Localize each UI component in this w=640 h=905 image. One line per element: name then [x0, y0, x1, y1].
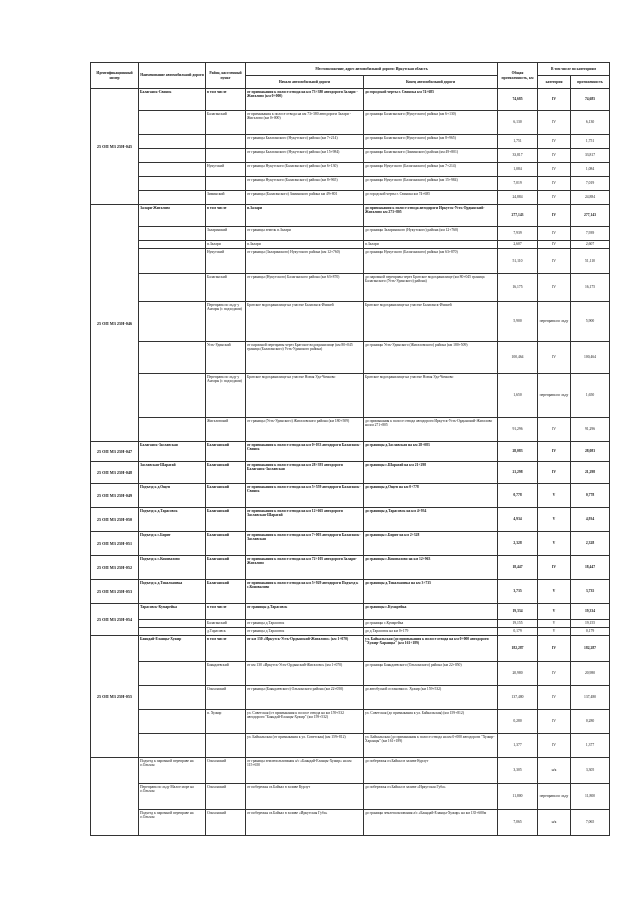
total-length: 28,083 [498, 442, 538, 462]
header-name: Наименование автомобильной дороги [139, 63, 206, 89]
table-row [91, 662, 610, 686]
table-row [91, 734, 610, 758]
road-name: Балаганск-Заславская [139, 442, 206, 462]
category-length: 24,884 [571, 191, 610, 205]
total-length: 5,900 [498, 302, 538, 342]
road-name: Балаганск-Свинск [139, 89, 206, 111]
start-point: от км 130 «Иркутск-Усть-Ордынский-Жигалово» (км 1+070) [246, 636, 364, 662]
total-length: 19,334 [498, 604, 538, 620]
road-name: Подъезд к с.Бирит [139, 532, 206, 556]
end-point: п.Залари [364, 241, 498, 249]
total-length: 3,735 [498, 580, 538, 604]
road-id: 25 ОП МЗ 25Н-053 [91, 580, 139, 604]
start-point: от примыкания к полосе отвода на км 28+393 автодороги Балаганск-Заславская [246, 462, 364, 484]
category-length: 19,155 [571, 620, 610, 628]
header-category: категория [538, 76, 571, 89]
total-length: 74,685 [498, 89, 538, 111]
district: в том числе [206, 636, 246, 662]
table-row [91, 532, 610, 556]
road-name: Залари-Жигалово [139, 205, 206, 227]
total-length: 7,065 [498, 810, 538, 836]
end-point: до границы д.Заславская на км 28+083 [364, 442, 498, 462]
total-length: 91,296 [498, 418, 538, 442]
road-id: 25 ОП МЗ 25Н-048 [91, 462, 139, 484]
table-body [91, 89, 610, 836]
category-length: 0,280 [571, 710, 610, 734]
start-point: Братское водохранилище на участке Новая Уда-Чичково [246, 374, 364, 418]
category: V [538, 508, 571, 532]
category: V [538, 628, 571, 636]
district: в том числе [206, 604, 246, 620]
start-point: от паромной переправы через Братское водохранилище (км 80+045 граница (Балаганского) Усть-Удинского района) [246, 342, 364, 374]
end-point: ул. Байкальская (до примыкания к полосе отвода на км 0+000 автодороги "Хужир-Харанцы" (км 161+189) [364, 636, 498, 662]
start-point: от границы (Заларинского) Нукутского района (км 12+760) [246, 249, 364, 274]
district: Ольхонский [206, 810, 246, 836]
start-point: от примыкания к полосе отвода на км 72+105 автодороги Залари-Жигалово [246, 556, 364, 580]
road-name: Подъезд к д.Тарасовск [139, 508, 206, 532]
total-length: 4,934 [498, 508, 538, 532]
end-point: Братское водохранилище на участке Балаганск-Ичикей [364, 302, 498, 342]
table-row [91, 758, 610, 784]
district: в том числе [206, 89, 246, 111]
end-point: до побережья оз.Байкал в заливе «Иркутская Губа» [364, 784, 498, 810]
road-id: 25 ОП МЗ 25Н-049 [91, 484, 139, 508]
category: IV [538, 274, 571, 302]
category: IV [538, 418, 571, 442]
table-row [91, 163, 610, 177]
category: IV [538, 662, 571, 686]
total-length: 100,464 [498, 342, 538, 374]
district: Балаганский [206, 580, 246, 604]
category: V [538, 620, 571, 628]
table-row [91, 442, 610, 462]
category-length: 11,800 [571, 784, 610, 810]
category-length: 3,735 [571, 580, 610, 604]
start-point: от границы д.Тарасовск [246, 620, 364, 628]
end-point: до границы Усть-Удинского (Жигаловского) района (км 180+509) [364, 342, 498, 374]
road-name [139, 628, 206, 636]
road-name: Заславская-Шарагай [139, 462, 206, 484]
category-length: 1,377 [571, 734, 610, 758]
end-point: до побережья оз.Байкал в заливе Курлут [364, 758, 498, 784]
end-point: ул. Байкальская (до примыкания к полосе отвода на км 0+000 автодороги "Хужир-Харанцы" (км 161+189) [364, 734, 498, 758]
total-length: 6,130 [498, 111, 538, 135]
road-name [139, 111, 206, 135]
end-point: до границы Балаганского (Зиминского) района (км 49+801) [364, 149, 498, 163]
category: IV [538, 241, 571, 249]
end-point: до границы Нукутского (Балаганского) района (км 15+984) [364, 177, 498, 191]
end-point: до границы Баяндаевского (Ольхонского) района (км 22+050) [364, 662, 498, 686]
table-row [91, 135, 610, 149]
total-length: 0,778 [498, 484, 538, 508]
road-name [139, 227, 206, 241]
end-point: до границы с.Бирит на км 2+328 [364, 532, 498, 556]
road-name: Подъезд к с.Коновалово [139, 556, 206, 580]
category-length: 21,298 [571, 462, 610, 484]
header-end: Конец автомобильной дороги [364, 76, 498, 89]
end-point: до границы с.Кумарейка [364, 604, 498, 620]
road-id: 25 ОП МЗ 25Н-050 [91, 508, 139, 532]
start-point: от границы Балаганского (Нукутского) района (км 15+984) [246, 149, 364, 163]
road-id: 25 ОП МЗ 25Н-047 [91, 442, 139, 462]
total-length: 21,298 [498, 462, 538, 484]
category-length: 6,130 [571, 111, 610, 135]
category-length: 1,650 [571, 374, 610, 418]
end-point: до паромной переправы через Братское водохранилище (км 80+045 граница Балаганского (Усть-Удинского) района) [364, 274, 498, 302]
category: V [538, 484, 571, 508]
road-name [139, 686, 206, 710]
end-point: до д.Тарасовск на км 0+179 [364, 628, 498, 636]
total-length: 33,817 [498, 149, 538, 163]
end-point: до границы Балаганского (Нукутского) района (км 6+130) [364, 111, 498, 135]
district [206, 734, 246, 758]
total-length: 11,800 [498, 784, 538, 810]
total-length: 182,287 [498, 636, 538, 662]
road-name: Подъезд к паромной переправе на о.Ольхон [139, 810, 206, 836]
road-name [139, 620, 206, 628]
category: IV [538, 227, 571, 241]
total-length: 0,280 [498, 710, 538, 734]
district: Балаганский [206, 532, 246, 556]
district: Нукутский [206, 163, 246, 177]
road-id [91, 758, 139, 836]
category-length: 33,817 [571, 149, 610, 163]
start-point: от границы д.Тарасовск [246, 628, 364, 636]
category-length: 28,083 [571, 442, 610, 462]
district: Жигаловский [206, 418, 246, 442]
category-length: 100,464 [571, 342, 610, 374]
category: переправа по льду [538, 302, 571, 342]
road-id: 25 ОП МЗ 25Н-045 [91, 89, 139, 205]
district: Балаганский [206, 111, 246, 135]
end-point: до границы д.Тарасовск на км 4+934 [364, 508, 498, 532]
road-name: Подъезд к д.Ощеп [139, 484, 206, 508]
category-length: 7,019 [571, 177, 610, 191]
category: IV [538, 111, 571, 135]
category: IV [538, 462, 571, 484]
start-point: от границы земель п.Залари [246, 227, 364, 241]
start-point: от км 130 «Иркутск-Усть-Ордынский-Жигалово» (км 1+070) [246, 662, 364, 686]
total-length: 51,110 [498, 249, 538, 274]
total-length: 24,884 [498, 191, 538, 205]
total-length: 3,305 [498, 758, 538, 784]
category: IV [538, 734, 571, 758]
category: IV [538, 163, 571, 177]
category-length: 137,480 [571, 686, 610, 710]
end-point: до границы Нукутского (Балаганского) района (км 7+214) [364, 163, 498, 177]
category-length: 1,751 [571, 135, 610, 149]
table-row [91, 191, 610, 205]
table-row [91, 784, 610, 810]
header-district: Район, населенный пункт [206, 63, 246, 89]
table-row [91, 342, 610, 374]
district: д.Тарасовск [206, 628, 246, 636]
header-cat-length: протяженность [571, 76, 610, 89]
district: п. Хужир [206, 710, 246, 734]
district: Балаганский [206, 620, 246, 628]
road-name: Подъезд к паромной переправе на о.Ольхон [139, 758, 206, 784]
road-name [139, 241, 206, 249]
total-length: 137,480 [498, 686, 538, 710]
category-length: 182,287 [571, 636, 610, 662]
district: п.Залари [206, 241, 246, 249]
table-row [91, 241, 610, 249]
end-point: до границы с.Кумарейка [364, 620, 498, 628]
table-row [91, 710, 610, 734]
district: Балаганский [206, 462, 246, 484]
table-row [91, 374, 610, 418]
table-row [91, 484, 610, 508]
end-point: до границы с.Шарагай на км 21+298 [364, 462, 498, 484]
table-row [91, 810, 610, 836]
category-length: 4,934 [571, 508, 610, 532]
road-register-table [90, 62, 610, 836]
category: V [538, 580, 571, 604]
total-length: 1,650 [498, 374, 538, 418]
road-name [139, 734, 206, 758]
total-length: 1,084 [498, 163, 538, 177]
table-row [91, 604, 610, 620]
end-point: до автобусной остановки п. Хужир (км 159+532) [364, 686, 498, 710]
category: IV [538, 686, 571, 710]
road-name [139, 249, 206, 274]
road-id: 25 ОП МЗ 25Н-052 [91, 556, 139, 580]
start-point: п.Залари [246, 205, 364, 227]
category-length: 7,065 [571, 810, 610, 836]
total-length: 2,607 [498, 241, 538, 249]
total-length: 18,447 [498, 556, 538, 580]
start-point: ул. Байкальская (от примыкания к ул. Советская) (км 159+812) [246, 734, 364, 758]
district: Баяндаевский [206, 662, 246, 686]
table-row [91, 556, 610, 580]
road-id: 25 ОП МЗ 25Н-054 [91, 604, 139, 636]
end-point: до примыкания к полосе отвода автодороги Иркутск-Усть-Ордынский-Жигалово км 273+805 [364, 205, 498, 227]
table-row [91, 149, 610, 163]
total-length: 277,143 [498, 205, 538, 227]
category-length: 0,179 [571, 628, 610, 636]
category: IV [538, 205, 571, 227]
end-point: до границы Нукутского (Балаганского) района (км 63+870) [364, 249, 498, 274]
total-length: 16,175 [498, 274, 538, 302]
district [206, 177, 246, 191]
start-point: от побережья оз.Байкал в заливе «Иркутская Губа» [246, 810, 364, 836]
start-point: от примыкания к полосе отвода на км 73+380 автодороги Залари - Жигалово (км 0+000) [246, 89, 364, 111]
category: н/к [538, 810, 571, 836]
category-length: 2,328 [571, 532, 610, 556]
table-row [91, 227, 610, 241]
header-length: Общая протяженность, км [498, 63, 538, 89]
start-point: Братское водохранилище на участке Балаганск-Ичикей [246, 302, 364, 342]
start-point: от границы (Баяндаевского) Ольхонского района (км 22+050) [246, 686, 364, 710]
end-point: до границы д.Тональновка на км 3+735 [364, 580, 498, 604]
start-point: от примыкания к полосе отвода на км 73+380 автодороги Залари - Жигалово (км 0+000) [246, 111, 364, 135]
end-point: до границы Балаганского (Нукутского) района (км 8+965) [364, 135, 498, 149]
category-length: 3,305 [571, 758, 610, 784]
district: Переправа по льду у Ангары (с подходами) [206, 374, 246, 418]
category: переправа по льду [538, 374, 571, 418]
road-name [139, 177, 206, 191]
total-length: 2,328 [498, 532, 538, 556]
header-location: Местоположение, адрес автомобильной дороги: Иркутская область [246, 63, 498, 76]
road-name: Баяндай-Еланцы-Хужир [139, 636, 206, 662]
start-point: от примыкания к полосе отвода на км 5+559 автодороги Балаганск-Свинск [246, 484, 364, 508]
district: Балаганский [206, 442, 246, 462]
start-point: от примыкания к полосе отвода на км 0+033 автодороги Балаганск-Свинск [246, 442, 364, 462]
end-point: до городской черты г. Свинска км 74+685 [364, 89, 498, 111]
district: Балаганский [206, 484, 246, 508]
start-point: от границы д.Тарасовск [246, 604, 364, 620]
road-name [139, 135, 206, 149]
table-row [91, 462, 610, 484]
end-point: Братское водохранилище на участке Новая Уда-Чичково [364, 374, 498, 418]
road-name [139, 149, 206, 163]
category: IV [538, 442, 571, 462]
category-length: 0,778 [571, 484, 610, 508]
total-length: 20,980 [498, 662, 538, 686]
category-length: 2,607 [571, 241, 610, 249]
district: Заларинский [206, 227, 246, 241]
district: Зиминский [206, 191, 246, 205]
road-id: 25 ОП МЗ 25Н-051 [91, 532, 139, 556]
start-point: от границы Балаганского (Нукутского) района (км 7+214) [246, 135, 364, 149]
table-row [91, 620, 610, 628]
category: н/к [538, 758, 571, 784]
category-length: 19,334 [571, 604, 610, 620]
start-point: от примыкания к полосе отвода на км 12+665 автодороги Заславская-Шарагай [246, 508, 364, 532]
category: IV [538, 249, 571, 274]
total-length: 1,751 [498, 135, 538, 149]
category-length: 1,084 [571, 163, 610, 177]
table-row [91, 302, 610, 342]
table-row [91, 628, 610, 636]
district: Балаганский [206, 274, 246, 302]
total-length: 7,019 [498, 177, 538, 191]
category-length: 5,900 [571, 302, 610, 342]
start-point: от примыкания к полосе отвода на км 7+003 автодороги Балаганск-Заславская [246, 532, 364, 556]
end-point: до границы с.Коновалово на км 12+963 [364, 556, 498, 580]
category: переправа по льду [538, 784, 571, 810]
end-point: до примыкания к полосе отвода автодороги Иркутск-Усть-Ордынский-Жигалово на км 271+805 [364, 418, 498, 442]
district [206, 149, 246, 163]
category-length: 20,980 [571, 662, 610, 686]
start-point: от побережья оз.Байкал в заливе Курлут [246, 784, 364, 810]
road-name [139, 302, 206, 342]
start-point: п.Залари [246, 241, 364, 249]
category: IV [538, 556, 571, 580]
table-row [91, 205, 610, 227]
district: Усть-Удинский [206, 342, 246, 374]
district [206, 135, 246, 149]
road-name [139, 662, 206, 686]
start-point: от границы (Нукутского) Балаганского района (км 63+870) [246, 274, 364, 302]
category: IV [538, 342, 571, 374]
table-row [91, 274, 610, 302]
road-name [139, 374, 206, 418]
category-length: 51,110 [571, 249, 610, 274]
table-row [91, 636, 610, 662]
category-length: 16,175 [571, 274, 610, 302]
district: Переправа по льду у Ангары (с подходами) [206, 302, 246, 342]
road-name: Тарасовск-Кумарейка [139, 604, 206, 620]
start-point: от границы (Балаганского) Зиминского района км 49+801 [246, 191, 364, 205]
table-row [91, 111, 610, 135]
end-point: до границы землепользования а/с «Баяндай-Еланцы-Хужир» на км 135+600м [364, 810, 498, 836]
end-point: до городской черты г. Свинска км 74+685 [364, 191, 498, 205]
category: IV [538, 177, 571, 191]
total-length: 0,179 [498, 628, 538, 636]
start-point: от границы Нукутского (Балаганского) района (км 8+965) [246, 177, 364, 191]
table-row [91, 177, 610, 191]
road-name: Переправа по льду Малое море на о.Ольхон [139, 784, 206, 810]
category: V [538, 532, 571, 556]
road-name [139, 710, 206, 734]
category: V [538, 604, 571, 620]
start-point: от примыкания к полосе отвода на км 5+929 автодороги Подъезд к с.Коновалово [246, 580, 364, 604]
table-row [91, 418, 610, 442]
end-point: до границы Заларинского (Нукутского) района (км 12+760) [364, 227, 498, 241]
total-length: 19,155 [498, 620, 538, 628]
district: Ольхонский [206, 784, 246, 810]
start-point: от границы (Усть-Удинского) Жигаловского района (км 180+509) [246, 418, 364, 442]
category-length: 91,296 [571, 418, 610, 442]
road-id: 25 ОП МЗ 25Н-046 [91, 205, 139, 442]
category-length: 74,685 [571, 89, 610, 111]
table-row [91, 249, 610, 274]
start-point: от границы Нукутского (Балаганского) района (км 6+130) [246, 163, 364, 177]
category: IV [538, 636, 571, 662]
table-row [91, 508, 610, 532]
table-row [91, 89, 610, 111]
header-start: Начало автомобильной дороги [246, 76, 364, 89]
category-length: 7,939 [571, 227, 610, 241]
district: Балаганский [206, 508, 246, 532]
category-length: 277,143 [571, 205, 610, 227]
category-length: 18,447 [571, 556, 610, 580]
district: Ольхонский [206, 686, 246, 710]
category: IV [538, 135, 571, 149]
category: IV [538, 710, 571, 734]
category: IV [538, 89, 571, 111]
road-name [139, 342, 206, 374]
category: IV [538, 149, 571, 163]
end-point: ул. Советская (до примыкания к ул. Байкальская) (км 159+812) [364, 710, 498, 734]
header-id: Идентификационный номер [91, 63, 139, 89]
category: IV [538, 191, 571, 205]
district: в том числе [206, 205, 246, 227]
road-name [139, 191, 206, 205]
road-name [139, 274, 206, 302]
start-point: ул. Советская (от примыкания к полосе отвода на км 159+532 автодороги "Баяндай-Еланцы-Хужир" (км 159+532) [246, 710, 364, 734]
start-point: от границы землепользования а/с «Баяндай-Еланцы-Хужир» на км 115+650 [246, 758, 364, 784]
district: Нукутский [206, 249, 246, 274]
road-name [139, 163, 206, 177]
end-point: до границы д.Ощеп на км 0+778 [364, 484, 498, 508]
table-row [91, 580, 610, 604]
road-name: Подъезд к д.Тональновка [139, 580, 206, 604]
district: Ольхонский [206, 758, 246, 784]
total-length: 1,377 [498, 734, 538, 758]
header-subtotal: В том числе по категориям [538, 63, 610, 76]
table-row [91, 686, 610, 710]
road-name [139, 418, 206, 442]
total-length: 7,939 [498, 227, 538, 241]
district: Балаганский [206, 556, 246, 580]
road-id: 25 ОП МЗ 25Н-055 [91, 636, 139, 758]
